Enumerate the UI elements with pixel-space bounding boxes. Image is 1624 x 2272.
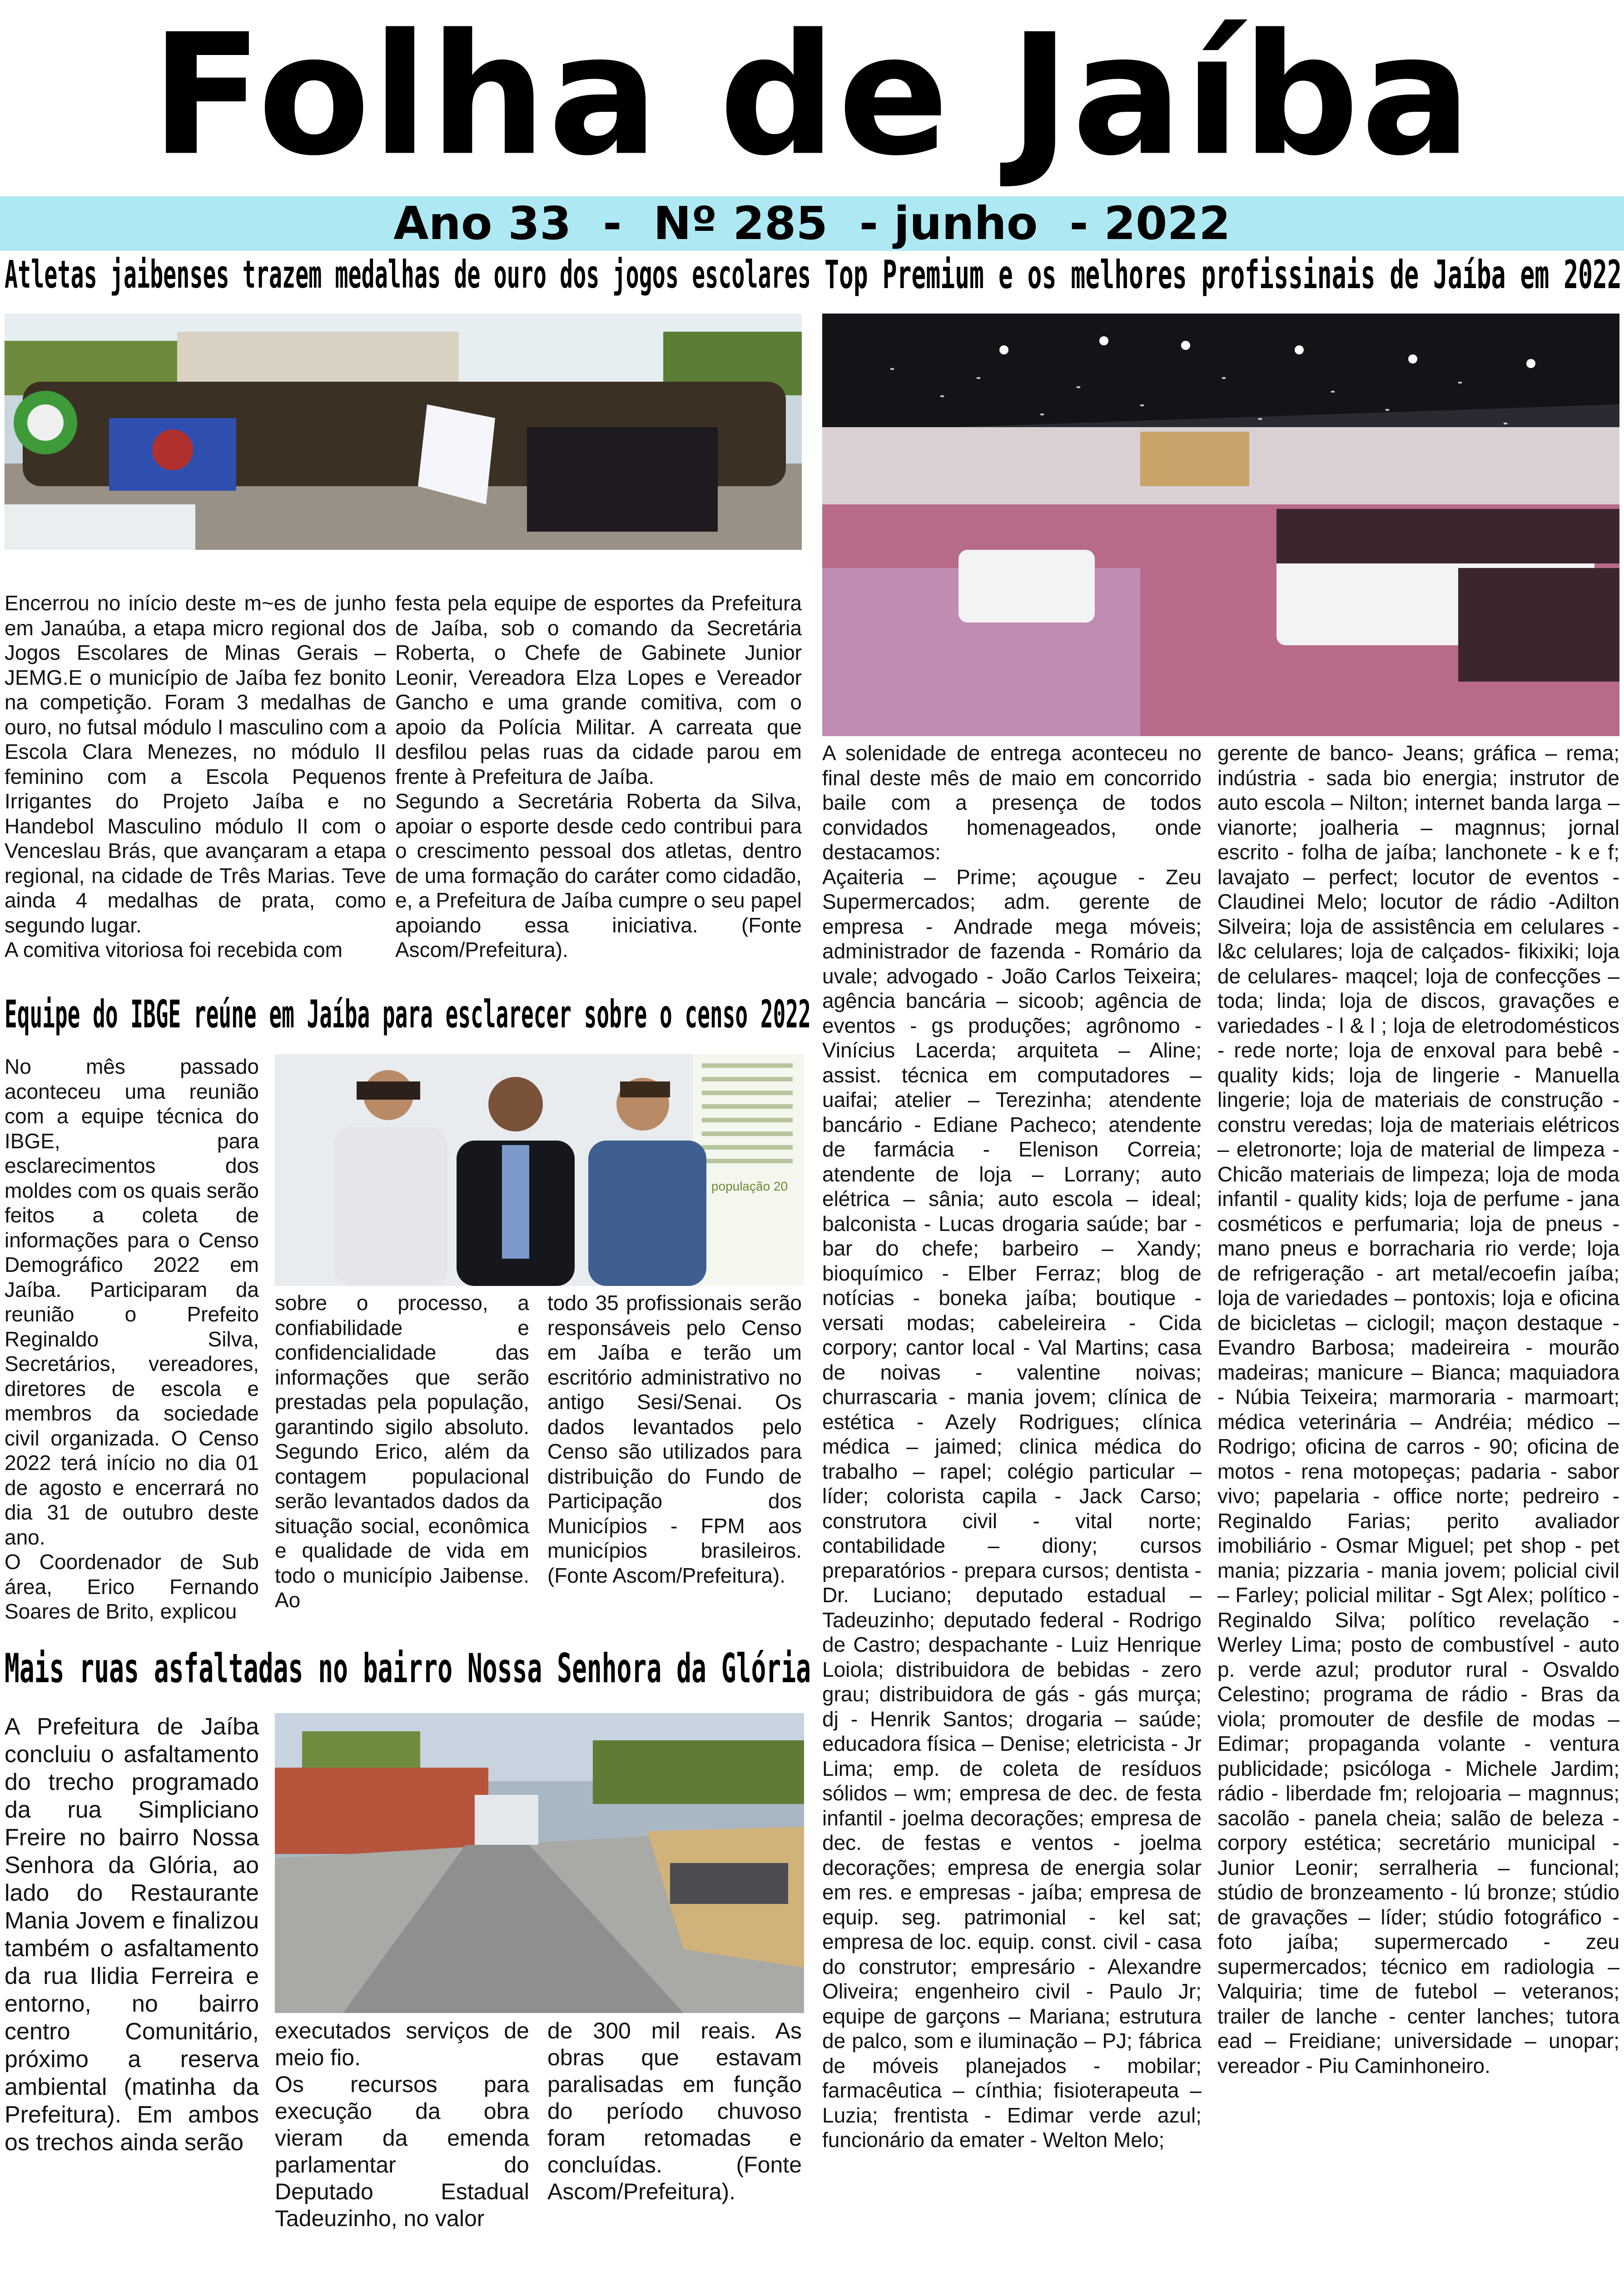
premium-col-2-text: gerente de banco- Jeans; gráfica – rema; indústria - sada bio energia; instrutor de auto escola – Nilton; internet banda larga – vianorte; joalheria – magnnus; jornal escrito - folha de jaíba; lanchonete - k e f; lavajato – perfect; locutor de eventos - Claudinei Melo; locutor de rádio -Adilton Silveira; loja de assistência em celulares - l&c celulares; loja de calçados- fikixiki; loja de celulares- maqcel; loja de confecções – toda; linda; loja de discos, gravações e variedades - l & l ; loja de eletrodomésticos - rede norte; loja de enxoval para bebê - quality kids; loja de lingerie - Manuella lingerie; loja de materiais de construção - constru veredas; loja de materiais elétricos – eletronorte; loja de material de limpeza - Chicão materiais de limpeza; loja de moda infantil - quality kids; loja de perfume - jana cosméticos e perfumaria; loja de pneus - mano pneus e borracharia rio verde; loja de refrigeração - art metal/ecoefin jaíba; loja de variedades – pontoxis; loja e oficina de bicicletas – ciclogil; maçon destaque - Evandro Barbosa; madeireira - mourão madeiras; manicure – Bianca; maquiadora - Núbia Teixeira; marmoraria - marmoart; médica veterinária – Andréia; médico – Rodrigo; oficina de carros - 90; oficina de motos - rena motopeças; padaria - sabor vivo; papelaria - office norte; pedreiro - Reginaldo Farias; perito avaliador imobiliário - Osmar Miguel; pet shop - pet mania; pizzaria - mania jovem; policial civil – Farley; policial militar - Sgt Alex; político - Reginaldo Silva; político revelação - Werley Lima; posto de combustível - auto p. verde azul; produtor rural - Osvaldo Celestino; programa de rádio - Bras da viola; promouter de desfile de modas – Edimar; propaganda volante - ventura publicidade; psicóloga - Michele Jardim; rádio - liberdade fm; relojoaria – magnnus; sacolão - panela cheia; salão de beleza - corpory estética; secretário municipal - Junior Leonir; serralheria – funcional; stúdio de bronzeamento - lú bronze; stúdio de gravações – líder; stúdio fotográfico - foto jaíba; supermercado - zeu supermercados; técnico em radiologia – Valquiria; time de futebol – veteranos; trailer de lanche - center lanches; tutora ead – Freidiane; universidade – unopar; vereador - Piu Caminhoneiro. (1217, 741, 1619, 2078)
ruas-col-2 (275, 2018, 529, 2272)
medals-col-1b-text: A comitiva vitoriosa foi recebida com (5, 938, 343, 962)
ibge-col-1b-text: O Coordenador de Sub área, Erico Fernando Soares de Brito, explicou (5, 1550, 259, 1623)
headline-ruas: Mais ruas asfaltadas no bairro Nossa Senhora da Glória (5, 1649, 811, 1692)
premium-col-2 (1217, 741, 1619, 2272)
premium-col-1 (822, 741, 1202, 2272)
ruas-col-1 (5, 1713, 259, 2272)
photo-ibge-team (275, 1054, 804, 1286)
ibge-col-3 (547, 1290, 802, 1636)
ruas-col-1-text: A Prefeitura de Jaíba concluiu o asfaltamento do trecho programado da rua Simpliciano Freire no bairro Nossa Senhora da Glória, ao lado do Restaurante Mania Jovem e finalizou também o asfaltamento da rua Ilidia Ferreira e entorno, no bairro centro Comunitário, próximo a reserva ambiental (matinha da Prefeitura). Em ambos os trechos ainda serão (5, 1714, 259, 2156)
ruas-col-2b-text: Os recursos para execução da obra vieram da emenda parlamentar do Deputado Estadual Tadeuzinho, no valor (275, 2072, 529, 2231)
medals-col-2b-text: Segundo a Secretária Roberta da Silva, apoiar o esporte desde cedo contribui para o crescimento pessoal dos atletas, dentro de uma formação do caráter como cidadão, e, a Prefeitura de Jaíba cumpre o seu papel apoiando essa iniciativa. (Fonte Ascom/Prefeitura). (395, 789, 802, 962)
medals-col-1 (5, 591, 386, 972)
ibge-photo-slide-text: população 20 (711, 1179, 788, 1193)
headline-medals: Atletas jaibenses trazem medalhas de ouro dos jogos escolares (5, 255, 811, 297)
masthead-title: Folha de Jaíba (151, 0, 1473, 193)
ruas-col-2-text: executados serviços de meio fio. (275, 2018, 529, 2070)
issue-band: Ano 33 - Nº 285 - junho - 2022 (0, 196, 1624, 251)
medals-col-2-text: festa pela equipe de esportes da Prefeitura de Jaíba, sob o comando da Secretária Roberta, o Chefe de Gabinete Junior Leonir, Vereadora Elza Lopes e Vereador Gancho e uma grande comitiva, com o apoio da Polícia Militar. A carreata que desfilou pelas ruas da cidade parou em frente à Prefeitura de Jaíba. (395, 591, 802, 788)
ibge-col-2 (275, 1290, 529, 1636)
headline-premium: Top Premium e os melhores profissinais de Jaíba em 2022 (824, 255, 1622, 298)
ibge-col-2-text: sobre o processo, a confiabilidade e confidencialidade das informações que serão prestadas pela população, garantindo sigilo absoluto. Segundo Erico, além da contagem populacional serão levantados dados da situação social, econômica e qualidade de vida em todo o município Jaibense. Ao (275, 1291, 529, 1612)
ibge-col-3-text: todo 35 profissionais serão responsáveis pelo Censo em Jaíba e terão um escritório administrativo no antigo Sesi/Senai. Os dados levantados pelo Censo são utilizados para distribuição do Fundo de Participação dos Municípios - FPM aos municípios brasileiros. (Fonte Ascom/Prefeitura). (547, 1291, 802, 1587)
photo-ceremony (822, 314, 1619, 736)
ibge-col-1 (5, 1054, 259, 1631)
photo-athletes (5, 314, 802, 550)
ibge-col-1-text: No mês passado aconteceu uma reunião com a equipe técnica do IBGE, para esclarecimentos dos moldes com os quais serão feitos a coleta de informações para o Censo Demográfico 2022 em Jaíba. Participaram da reunião o Prefeito Reginaldo Silva, Secretários, vereadores, diretores de escola e membros da sociedade civil organizada. O Censo 2022 terá início no dia 01 de agosto e encerrará no dia 31 de outubro deste ano. (5, 1055, 259, 1549)
ruas-col-3-text: de 300 mil reais. As obras que estavam paralisadas em função do período chuvoso foram retomadas e concluídas. (Fonte Ascom/Prefeitura). (547, 2018, 802, 2204)
premium-col-1b-text: Açaiteria – Prime; açougue - Zeu Supermercados; adm. gerente de empresa - Andrade mega móveis; administrador de fazenda - Romário da uvale; advogado - João Carlos Teixeira; agência bancária – sicoob; agência de eventos - gs produções; agrônomo - Vinícius Lacerda; arquiteta – Aline; assist. técnica em computadores – uaifai; atelier – Terezinha; atendente bancário - Ediane Pacheco; atendente de farmácia - Elenison Correia; atendente de loja – Lorrany; auto elétrica – sânia; auto escola – ideal; balconista - Lucas drogaria saúde; bar - bar do chefe; barbeiro – Xandy; bioquímico - Elber Ferraz; blog de notícias - boneka jaíba; boutique - versati modas; cabeleireira - Cida corpory; cantor local - Val Martins; casa de noivas - valentine noivas; churrascaria - mania jovem; clínica de estética - Azely Rodrigues; clínica médica – jaimed; clinica médica do trabalho – rapel; colégio particular – líder; colorista capila - Jack Carso; construtora civil - vital norte; contabilidade – diony; cursos preparatórios - prepara cursos; dentista - Dr. Luciano; deputado estadual – Tadeuzinho; deputado federal - Rodrigo de Castro; despachante - Luiz Henrique Loiola; distribuidora de bebidas - zero grau; distribuidora de gás - gás murça; dj - Henrik Santos; drogaria – saúde; educadora física – Denise; eletricista - Jr Lima; emp. de coleta de resíduos sólidos – wm; empresa de dec. de festa infantil - joelma decorações; empresa de dec. de festas e ventos - joelma decorações; empresa de energia solar em res. e empresas - jaíba; empresa de equip. seg. patrimonial - kel sat; empresa de loc. equip. const. civil - casa do construtor; empresário - Alexandre Oliveira; engenheiro civil - Paulo Jr; equipe de garçons – Mariana; estrutura de palco, som e iluminação – PJ; fábrica de móveis planejados - mobilar; farmacêutica – cínthia; fisioterapeuta – Luzia; frentista - Edimar verde azul; funcionário da emater - Welton Melo; (822, 865, 1202, 2152)
medals-col-2 (395, 591, 802, 972)
ruas-col-3 (547, 2018, 802, 2272)
headline-ibge: Equipe do IBGE reúne em Jaíba para esclarecer sobre o censo 2022 (5, 995, 811, 1036)
medals-col-1-text: Encerrou no início deste m~es de junho em Janaúba, a etapa micro regional dos Jogos Escolares de Minas Gerais – JEMG.E o município de Jaíba fez bonito na competição. Foram 3 medalhas de ouro, no futsal módulo I masculino com a Escola Clara Menezes, no módulo II feminino com a Escola Pequenos Irrigantes do Projeto Jaíba e no Handebol Masculino módulo II com o Venceslau Brás, que avançaram a etapa regional, na cidade de Três Marias. Teve ainda 4 medalhas de prata, como segundo lugar. (5, 591, 386, 937)
premium-col-1-text: A solenidade de entrega aconteceu no final deste mês de maio em concorrido baile com a presença de todos convidados homenageados, onde destacamos: (822, 741, 1202, 864)
photo-paved-street (275, 1713, 804, 2013)
